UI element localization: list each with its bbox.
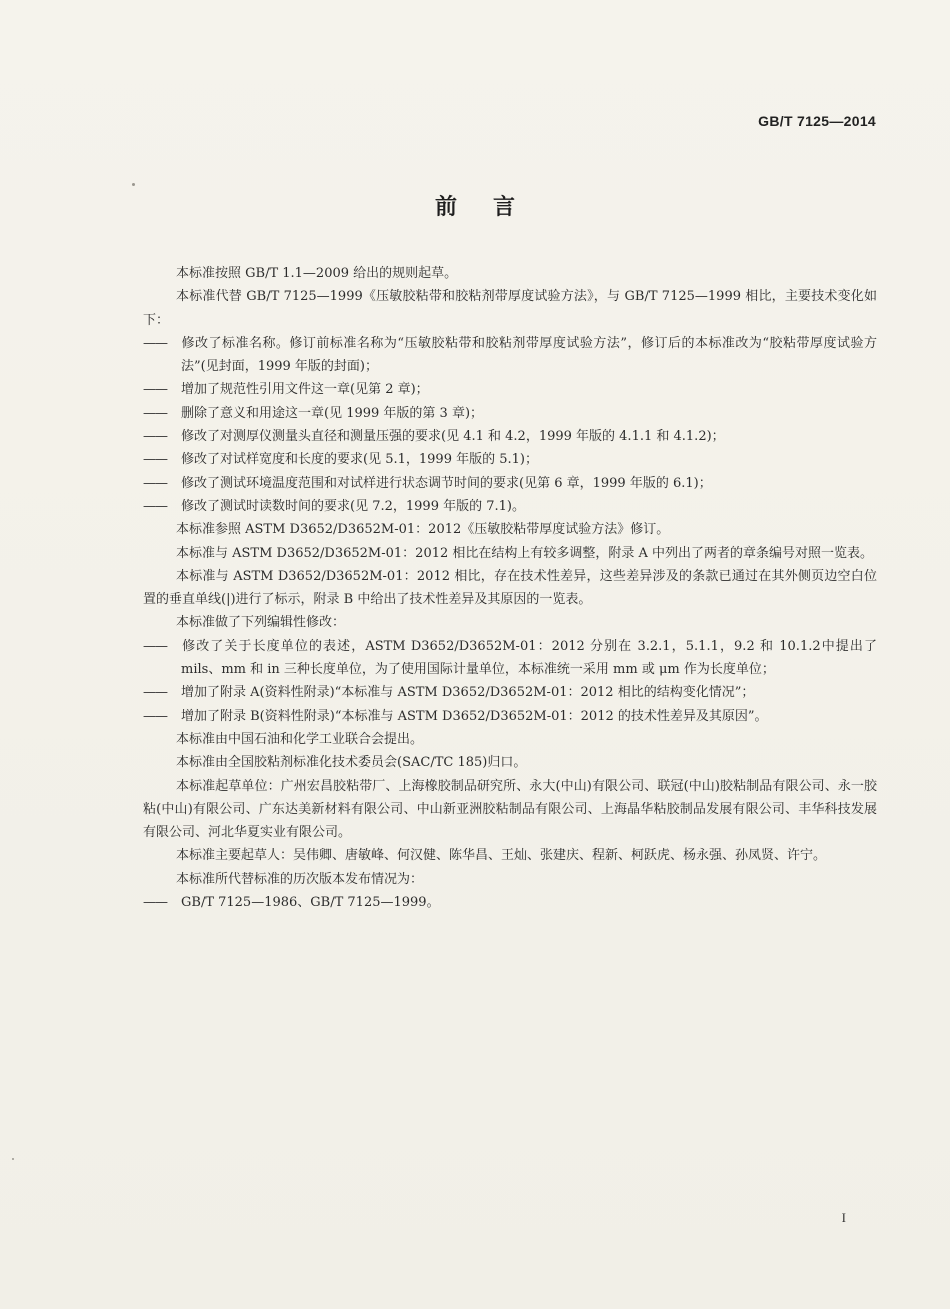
scan-speck	[12, 1158, 14, 1160]
paragraph: 本标准所代替标准的历次版本发布情况为：	[176, 871, 424, 887]
foreword-body	[143, 262, 877, 914]
dash-marker: ——	[143, 335, 167, 351]
paragraph: 本标准主要起草人：吴伟卿、唐敏峰、何汉健、陈华昌、王灿、张建庆、程新、柯跃虎、杨永强、孙凤贤、许宁。	[176, 848, 827, 864]
dash-marker: ——	[143, 498, 167, 514]
dash-marker: ——	[143, 638, 167, 654]
list-item-text: GB/T 7125—1986、GB/T 7125—1999。	[181, 895, 440, 911]
list-item-text: 修改了测试环境温度范围和对试样进行状态调节时间的要求(见第 6 章，1999 年版的 6.1)；	[181, 475, 712, 491]
scan-speck	[132, 183, 135, 186]
paragraph: 本标准代替 GB/T 7125—1999《压敏胶粘带和胶粘剂带厚度试验方法》，与 GB/T 7125—1999 相比，主要技术变化如下：	[143, 289, 877, 328]
list-item-text: 修改了关于长度单位的表述，ASTM D3652/D3652M-01：2012 分别在 3.2.1，5.1.1，9.2 和 10.1.2中提出了 mils、mm 和 in 三种长度单位，为了使用国际计量单位，本标准统一采用 mm 或 μm 作为长度单位；	[181, 638, 877, 678]
paragraph: 本标准由中国石油和化学工业联合会提出。	[176, 731, 424, 747]
dash-marker: ——	[143, 429, 167, 445]
list-item-text: 修改了测试时读数时间的要求(见 7.2，1999 年版的 7.1)。	[181, 498, 525, 514]
list-item-text: 删除了意义和用途这一章(见 1999 年版的第 3 章)；	[181, 405, 484, 421]
dash-marker: ——	[143, 452, 167, 468]
list-item-text: 增加了规范性引用文件这一章(见第 2 章)；	[181, 382, 429, 398]
list-item-text: 增加了附录 A(资料性附录)“本标准与 ASTM D3652/D3652M-01：2012 相比的结构变化情况”；	[181, 685, 755, 701]
list-item	[143, 705, 877, 728]
list-item-text: 修改了标准名称。修订前标准名称为“压敏胶粘带和胶粘剂带厚度试验方法”，修订后的本标准改为“胶粘带厚度试验方法”(见封面，1999 年版的封面)；	[181, 335, 877, 375]
list-item	[143, 495, 877, 518]
list-item	[143, 425, 877, 448]
list-item	[143, 332, 877, 379]
list-item	[143, 402, 877, 425]
list-item	[143, 891, 877, 914]
dash-marker: ——	[143, 708, 167, 724]
page-number: I	[841, 1210, 846, 1225]
paragraph: 本标准起草单位：广州宏昌胶粘带厂、上海橡胶制品研究所、永大(中山)有限公司、联冠(中山)胶粘制品有限公司、永一胶粘(中山)有限公司、广东达美新材料有限公司、中山新亚洲胶粘制品有限公司、上海晶华粘胶制品发展有限公司、丰华科技发展有限公司、河北华夏实业有限公司。	[143, 778, 877, 841]
paragraph: 本标准由全国胶粘剂标准化技术委员会(SAC/TC 185)归口。	[176, 755, 527, 771]
paragraph: 本标准与 ASTM D3652/D3652M-01：2012 相比在结构上有较多调整，附录 A 中列出了两者的章条编号对照一览表。	[176, 545, 874, 561]
dash-marker: ——	[143, 895, 167, 911]
list-item	[143, 448, 877, 471]
dash-marker: ——	[143, 685, 167, 701]
page-title: 前言	[434, 195, 551, 220]
paragraph: 本标准做了下列编辑性修改：	[176, 615, 346, 631]
paragraph: 本标准与 ASTM D3652/D3652M-01：2012 相比，存在技术性差异，这些差异涉及的条款已通过在其外侧页边空白位置的垂直单线(|)进行了标示，附录 B 中给出了技术性差异及其原因的一览表。	[143, 568, 877, 608]
list-item-text: 修改了对试样宽度和长度的要求(见 5.1，1999 年版的 5.1)；	[181, 452, 538, 468]
dash-marker: ——	[143, 405, 167, 421]
list-item	[143, 635, 877, 682]
dash-marker: ——	[143, 475, 167, 491]
list-item-text: 增加了附录 B(资料性附录)“本标准与 ASTM D3652/D3652M-01：2012 的技术性差异及其原因”。	[181, 708, 768, 724]
dash-marker: ——	[143, 382, 167, 398]
standard-code: GB/T 7125—2014	[758, 113, 876, 129]
list-item	[143, 378, 877, 401]
paragraph: 本标准按照 GB/T 1.1—2009 给出的规则起草。	[176, 266, 458, 281]
list-item	[143, 681, 877, 704]
list-item	[143, 472, 877, 495]
paragraph: 本标准参照 ASTM D3652/D3652M-01：2012《压敏胶粘带厚度试验方法》修订。	[176, 522, 670, 538]
list-item-text: 修改了对测厚仪测量头直径和测量压强的要求(见 4.1 和 4.2，1999 年版的 4.1.1 和 4.1.2)；	[181, 429, 725, 445]
